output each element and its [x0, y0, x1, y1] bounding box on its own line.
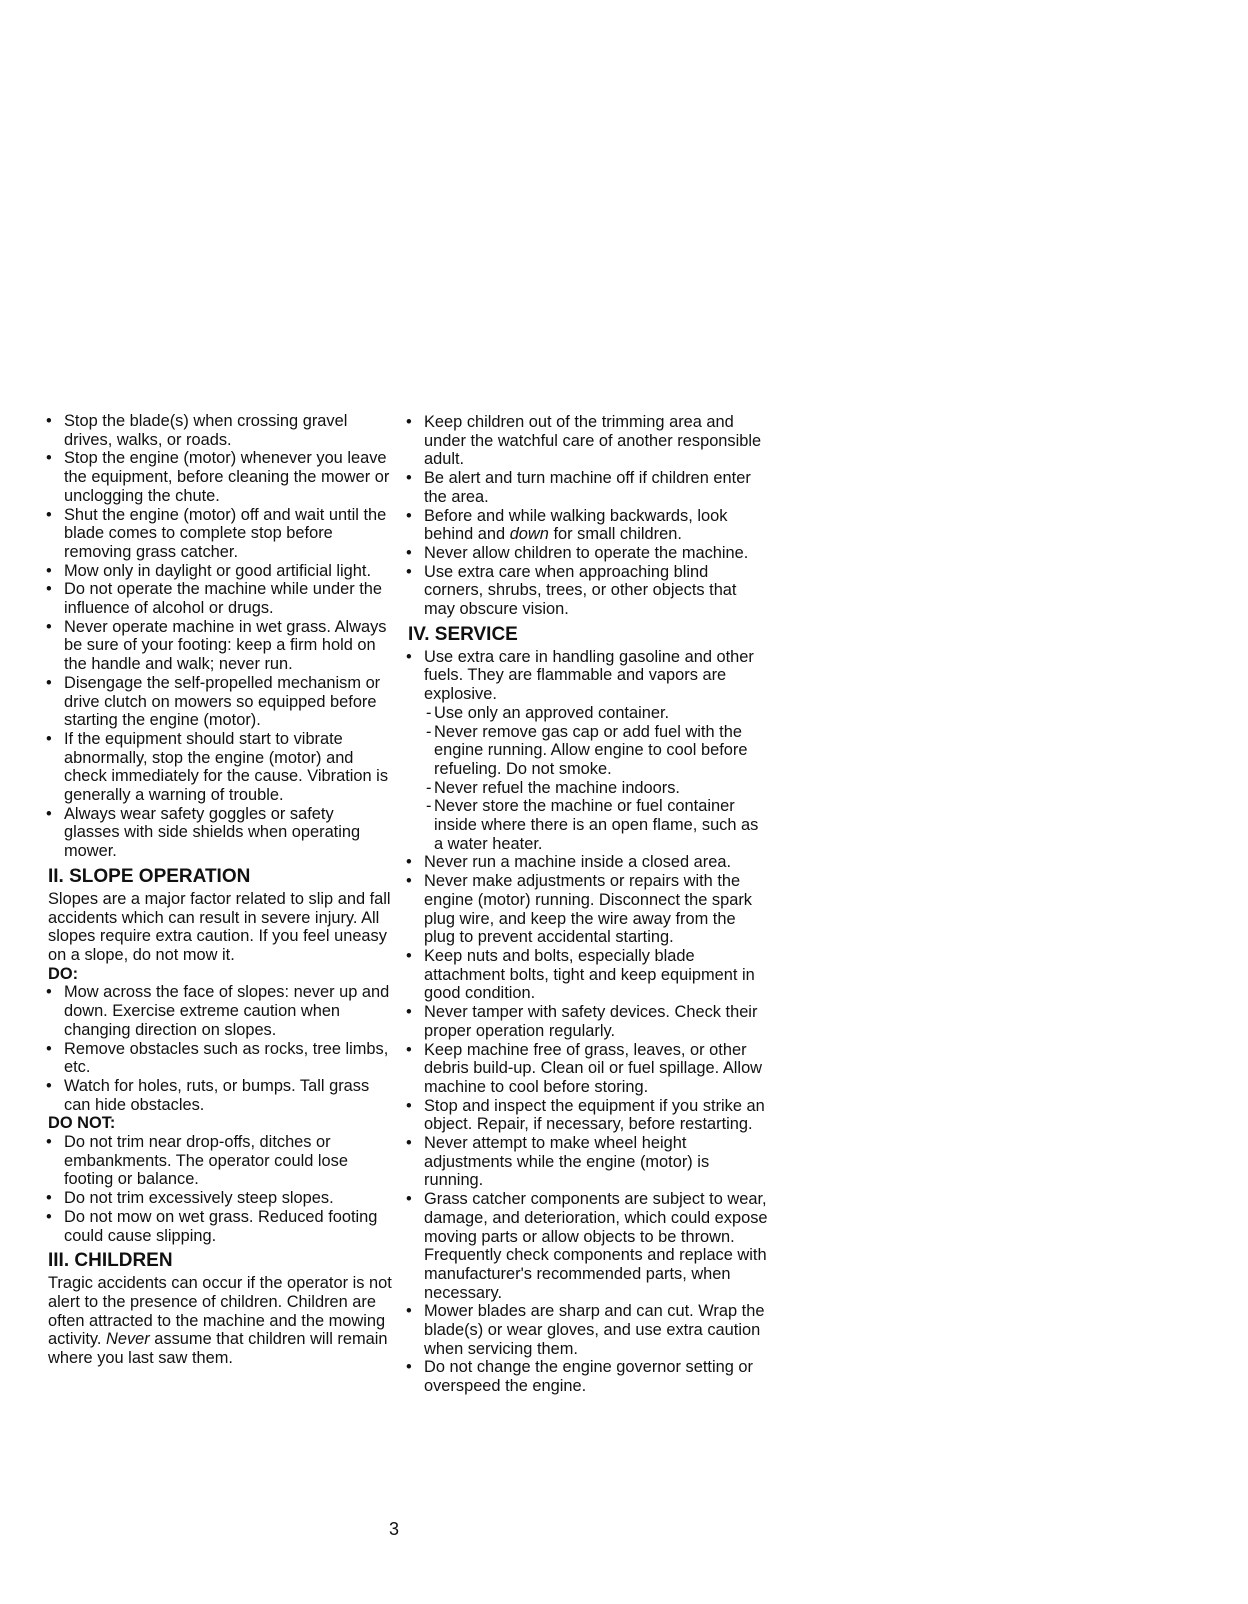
sub-list-item: - Never store the machine or fuel container inside where there is an open flame, such as a water heater.	[426, 797, 770, 853]
slope-intro-paragraph: Slopes are a major factor related to slip and fall accidents which can result in severe injury. All slopes require extra caution. If you feel uneasy on a slope, do not mow it.	[48, 889, 391, 964]
page-number: 3	[389, 1519, 400, 1539]
list-item: • Never make adjustments or repairs with the engine (motor) running. Disconnect the spark plug wire, and keep the wire away from the plug to prevent accidental starting.	[404, 872, 770, 947]
list-item: • Shut the engine (motor) off and wait until the blade comes to complete stop before removing grass catcher.	[44, 506, 392, 562]
children-intro-text-end: assume that children will remain where you last saw them.	[48, 1330, 388, 1368]
right-column	[404, 413, 770, 1396]
list-item: • Never tamper with safety devices. Check their proper operation regularly.	[404, 1003, 770, 1040]
service-list	[404, 648, 770, 1396]
fuel-sublist	[424, 704, 770, 854]
fuel-text: Use extra care in handling gasoline and other fuels. They are flammable and vapors are explosive.	[424, 647, 754, 704]
down-emphasis: down	[509, 525, 549, 544]
list-item: • Stop the engine (motor) whenever you leave the equipment, before cleaning the mower or unclogging the chute.	[44, 449, 392, 505]
never-emphasis: Never	[106, 1330, 150, 1349]
list-item: • Do not change the engine governor setting or overspeed the engine.	[404, 1358, 770, 1395]
list-item: • Do not trim excessively steep slopes.	[44, 1189, 392, 1208]
list-item: • Be alert and turn machine off if children enter the area.	[404, 469, 770, 506]
slope-do-not-list	[44, 1133, 392, 1245]
list-item: • Never attempt to make wheel height adjustments while the engine (motor) is running.	[404, 1134, 770, 1190]
list-item: • Stop the blade(s) when crossing gravel drives, walks, or roads.	[44, 412, 392, 449]
list-item-fuel	[404, 648, 770, 854]
slope-do-list	[44, 983, 392, 1114]
sub-list-item: - Never remove gas cap or add fuel with the engine running. Allow engine to cool before refueling. Do not smoke.	[426, 723, 770, 779]
list-item: • Stop and inspect the equipment if you strike an object. Repair, if necessary, before restarting.	[404, 1097, 770, 1134]
children-list	[404, 413, 770, 619]
children-intro-paragraph	[48, 1274, 392, 1368]
list-item: • Never run a machine inside a closed area.	[404, 853, 770, 872]
list-item: • Grass catcher components are subject to wear, damage, and deterioration, which could expose moving parts or allow objects to be thrown. Frequently check components and replace with manufacturer's recommended parts, when necessary.	[404, 1190, 770, 1302]
do-not-label: DO NOT:	[48, 1114, 116, 1133]
list-item-backwards	[404, 507, 770, 544]
list-item: • Never operate machine in wet grass. Always be sure of your footing: keep a firm hold on the handle and walk; never run.	[44, 618, 392, 674]
list-item: • Use extra care when approaching blind corners, shrubs, trees, or other objects that may obscure vision.	[404, 563, 770, 619]
list-item: • Watch for holes, ruts, or bumps. Tall grass can hide obstacles.	[44, 1077, 392, 1114]
list-item: • Remove obstacles such as rocks, tree limbs, etc.	[44, 1040, 392, 1077]
list-item: • Always wear safety goggles or safety glasses with side shields when operating mower.	[44, 805, 392, 861]
list-item: • Keep nuts and bolts, especially blade attachment bolts, tight and keep equipment in good condition.	[404, 947, 770, 1003]
list-item: • Mower blades are sharp and can cut. Wrap the blade(s) or wear gloves, and use extra caution when servicing them.	[404, 1302, 770, 1358]
list-item: • Keep machine free of grass, leaves, or other debris build-up. Clean oil or fuel spillage. Allow machine to cool before storing.	[404, 1041, 770, 1097]
list-item: • Disengage the self-propelled mechanism or drive clutch on mowers so equipped before starting the engine (motor).	[44, 674, 392, 730]
list-item: • Do not operate the machine while under the influence of alcohol or drugs.	[44, 580, 392, 617]
list-item: • Do not trim near drop-offs, ditches or embankments. The operator could lose footing or balance.	[44, 1133, 392, 1189]
section-heading-slope-operation: II. SLOPE OPERATION	[48, 865, 251, 887]
section-heading-children: III. CHILDREN	[48, 1250, 173, 1272]
list-item: • Never allow children to operate the machine.	[404, 544, 770, 563]
sub-list-item: - Use only an approved container.	[426, 704, 770, 723]
list-item: • Do not mow on wet grass. Reduced footing could cause slipping.	[44, 1208, 392, 1245]
children-intro-text: Tragic accidents can occur if the operator is not alert to the presence of children. Children are often attracted to the machine and the mowing activity.	[48, 1274, 392, 1349]
list-item: • Mow only in daylight or good artificial light.	[44, 562, 392, 581]
left-column	[44, 412, 392, 1368]
list-item: • Keep children out of the trimming area and under the watchful care of another responsible adult.	[404, 413, 770, 469]
list-item: • If the equipment should start to vibrate abnormally, stop the engine (motor) and check immediately for the cause. Vibration is generally a warning of trouble.	[44, 730, 392, 805]
sub-list-item: - Never refuel the machine indoors.	[426, 779, 770, 798]
backwards-text-end: for small children.	[553, 525, 682, 544]
general-safety-list	[44, 412, 392, 861]
backwards-text: Before and while walking backwards, look behind and	[424, 506, 728, 544]
section-heading-service: IV. SERVICE	[408, 623, 518, 645]
list-item: • Mow across the face of slopes: never up and down. Exercise extreme caution when changing direction on slopes.	[44, 983, 392, 1039]
do-label: DO:	[48, 964, 79, 983]
